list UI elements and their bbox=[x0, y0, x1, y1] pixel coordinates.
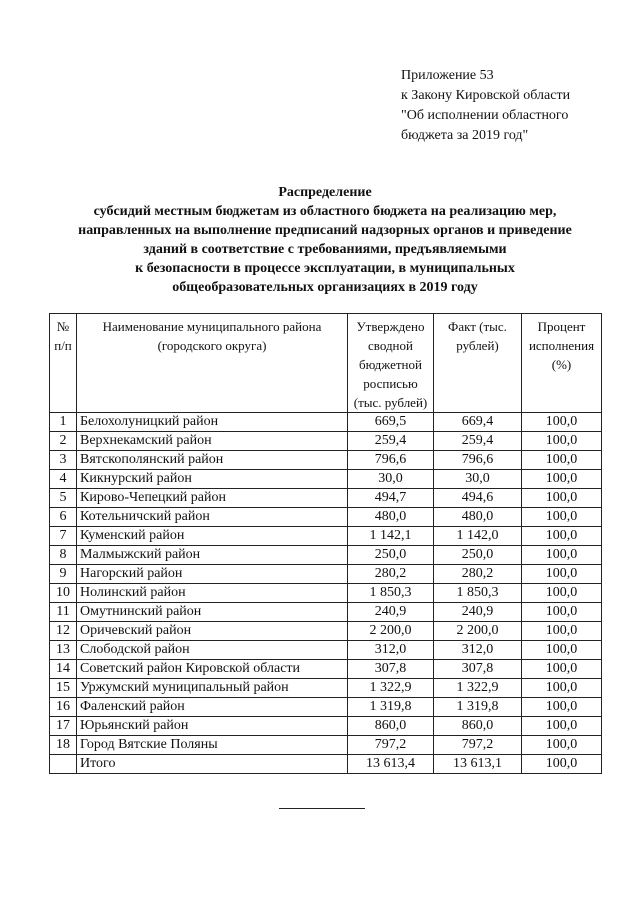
cell-name: Нагорский район bbox=[77, 565, 348, 584]
cell-percent: 100,0 bbox=[522, 622, 602, 641]
cell-name: Нолинский район bbox=[77, 584, 348, 603]
cell-fact: 494,6 bbox=[434, 489, 522, 508]
cell-name: Кирово-Чепецкий район bbox=[77, 489, 348, 508]
cell-name: Кикнурский район bbox=[77, 470, 348, 489]
cell-fact: 669,4 bbox=[434, 413, 522, 432]
cell-num: 15 bbox=[50, 679, 77, 698]
document-title bbox=[40, 183, 610, 297]
cell-approved: 860,0 bbox=[348, 717, 434, 736]
cell-percent: 100,0 bbox=[522, 451, 602, 470]
table-row bbox=[50, 717, 602, 736]
appendix-line: Приложение 53 bbox=[401, 68, 494, 83]
cell-num: 10 bbox=[50, 584, 77, 603]
appendix-line: бюджета за 2019 год" bbox=[401, 128, 529, 143]
cell-name: Верхнекамский район bbox=[77, 432, 348, 451]
cell-approved: 259,4 bbox=[348, 432, 434, 451]
cell-fact: 1 142,0 bbox=[434, 527, 522, 546]
header-name: Наименование муниципального района (городского округа) bbox=[77, 314, 348, 413]
cell-fact: 240,9 bbox=[434, 603, 522, 622]
cell-approved: 1 322,9 bbox=[348, 679, 434, 698]
cell-fact: 480,0 bbox=[434, 508, 522, 527]
title-line: общеобразовательных организациях в 2019 году bbox=[172, 280, 478, 295]
cell-name: Слободской район bbox=[77, 641, 348, 660]
cell-name: Юрьянский район bbox=[77, 717, 348, 736]
cell-approved: 250,0 bbox=[348, 546, 434, 565]
table-row bbox=[50, 565, 602, 584]
header-approved: Утверждено сводной бюджетной росписью (тыс. рублей) bbox=[348, 314, 434, 413]
table-row bbox=[50, 641, 602, 660]
table-row bbox=[50, 603, 602, 622]
cell-num: 17 bbox=[50, 717, 77, 736]
cell-num: 4 bbox=[50, 470, 77, 489]
cell-fact: 797,2 bbox=[434, 736, 522, 755]
header-percent: Процент исполнения (%) bbox=[522, 314, 602, 413]
cell-name: Куменский район bbox=[77, 527, 348, 546]
cell-percent: 100,0 bbox=[522, 603, 602, 622]
cell-num: 12 bbox=[50, 622, 77, 641]
cell-name: Город Вятские Поляны bbox=[77, 736, 348, 755]
cell-approved: 280,2 bbox=[348, 565, 434, 584]
cell-fact: 796,6 bbox=[434, 451, 522, 470]
cell-approved: 494,7 bbox=[348, 489, 434, 508]
appendix-line: к Закону Кировской области bbox=[401, 88, 571, 103]
cell-percent: 100,0 bbox=[522, 736, 602, 755]
title-line: направленных на выполнение предписаний надзорных органов и приведение bbox=[78, 223, 572, 238]
appendix-note bbox=[401, 66, 570, 146]
cell-approved: 1 319,8 bbox=[348, 698, 434, 717]
cell-num: 18 bbox=[50, 736, 77, 755]
title-line: субсидий местным бюджетам из областного бюджета на реализацию мер, bbox=[93, 204, 557, 219]
cell-num: 2 bbox=[50, 432, 77, 451]
cell-fact: 860,0 bbox=[434, 717, 522, 736]
cell-approved: 669,5 bbox=[348, 413, 434, 432]
table-row bbox=[50, 489, 602, 508]
cell-percent: 100,0 bbox=[522, 698, 602, 717]
table-row bbox=[50, 622, 602, 641]
cell-num: 16 bbox=[50, 698, 77, 717]
table-header-row bbox=[50, 314, 602, 413]
cell-num: 3 bbox=[50, 451, 77, 470]
cell-approved: 307,8 bbox=[348, 660, 434, 679]
cell-num: 8 bbox=[50, 546, 77, 565]
cell-percent: 100,0 bbox=[522, 584, 602, 603]
table-row bbox=[50, 698, 602, 717]
cell-percent: 100,0 bbox=[522, 565, 602, 584]
cell-num: 14 bbox=[50, 660, 77, 679]
cell-name: Белохолуницкий район bbox=[77, 413, 348, 432]
subsidy-table bbox=[49, 313, 602, 774]
cell-fact: 2 200,0 bbox=[434, 622, 522, 641]
cell-approved: 1 142,1 bbox=[348, 527, 434, 546]
table-row bbox=[50, 736, 602, 755]
cell-fact: 1 322,9 bbox=[434, 679, 522, 698]
title-line: к безопасности в процессе эксплуатации, в муниципальных bbox=[135, 261, 515, 276]
cell-percent: 100,0 bbox=[522, 508, 602, 527]
cell-percent: 100,0 bbox=[522, 470, 602, 489]
cell-approved: 30,0 bbox=[348, 470, 434, 489]
table-row bbox=[50, 413, 602, 432]
cell-approved: 312,0 bbox=[348, 641, 434, 660]
table-row bbox=[50, 660, 602, 679]
table-row bbox=[50, 679, 602, 698]
cell-percent: 100,0 bbox=[522, 432, 602, 451]
cell-fact: 307,8 bbox=[434, 660, 522, 679]
cell-percent: 100,0 bbox=[522, 679, 602, 698]
cell-approved: 1 850,3 bbox=[348, 584, 434, 603]
cell-num: 11 bbox=[50, 603, 77, 622]
title-line: зданий в соответствие с требованиями, предъявляемыми bbox=[143, 242, 507, 257]
cell-approved: 480,0 bbox=[348, 508, 434, 527]
cell-fact: 280,2 bbox=[434, 565, 522, 584]
cell-name: Фаленский район bbox=[77, 698, 348, 717]
cell-approved: 240,9 bbox=[348, 603, 434, 622]
table-row bbox=[50, 546, 602, 565]
cell-fact: 30,0 bbox=[434, 470, 522, 489]
cell-num: 5 bbox=[50, 489, 77, 508]
table-total-row bbox=[50, 755, 602, 774]
cell-percent: 100,0 bbox=[522, 717, 602, 736]
total-cell-num bbox=[50, 755, 77, 774]
cell-num: 7 bbox=[50, 527, 77, 546]
cell-name: Оричевский район bbox=[77, 622, 348, 641]
cell-percent: 100,0 bbox=[522, 546, 602, 565]
header-num: № п/п bbox=[50, 314, 77, 413]
cell-name: Малмыжский район bbox=[77, 546, 348, 565]
cell-num: 9 bbox=[50, 565, 77, 584]
cell-name: Уржумский муниципальный район bbox=[77, 679, 348, 698]
cell-percent: 100,0 bbox=[522, 641, 602, 660]
cell-fact: 312,0 bbox=[434, 641, 522, 660]
cell-name: Омутнинский район bbox=[77, 603, 348, 622]
cell-num: 1 bbox=[50, 413, 77, 432]
cell-percent: 100,0 bbox=[522, 489, 602, 508]
cell-name: Вятскополянский район bbox=[77, 451, 348, 470]
cell-percent: 100,0 bbox=[522, 527, 602, 546]
cell-percent: 100,0 bbox=[522, 413, 602, 432]
cell-name: Котельничский район bbox=[77, 508, 348, 527]
table-row bbox=[50, 451, 602, 470]
cell-fact: 250,0 bbox=[434, 546, 522, 565]
cell-approved: 2 200,0 bbox=[348, 622, 434, 641]
cell-percent: 100,0 bbox=[522, 660, 602, 679]
cell-fact: 259,4 bbox=[434, 432, 522, 451]
total-cell-approved: 13 613,4 bbox=[348, 755, 434, 774]
cell-name: Советский район Кировской области bbox=[77, 660, 348, 679]
total-cell-percent: 100,0 bbox=[522, 755, 602, 774]
closing-rule bbox=[279, 808, 365, 809]
cell-fact: 1 850,3 bbox=[434, 584, 522, 603]
appendix-line: "Об исполнении областного bbox=[401, 108, 569, 123]
cell-approved: 797,2 bbox=[348, 736, 434, 755]
title-line: Распределение bbox=[278, 185, 372, 200]
table-row bbox=[50, 470, 602, 489]
table-row bbox=[50, 584, 602, 603]
total-cell-name: Итого bbox=[77, 755, 348, 774]
cell-approved: 796,6 bbox=[348, 451, 434, 470]
table-row bbox=[50, 432, 602, 451]
table-row bbox=[50, 508, 602, 527]
total-cell-fact: 13 613,1 bbox=[434, 755, 522, 774]
cell-num: 13 bbox=[50, 641, 77, 660]
cell-fact: 1 319,8 bbox=[434, 698, 522, 717]
table-row bbox=[50, 527, 602, 546]
header-fact: Факт (тыс. рублей) bbox=[434, 314, 522, 413]
cell-num: 6 bbox=[50, 508, 77, 527]
